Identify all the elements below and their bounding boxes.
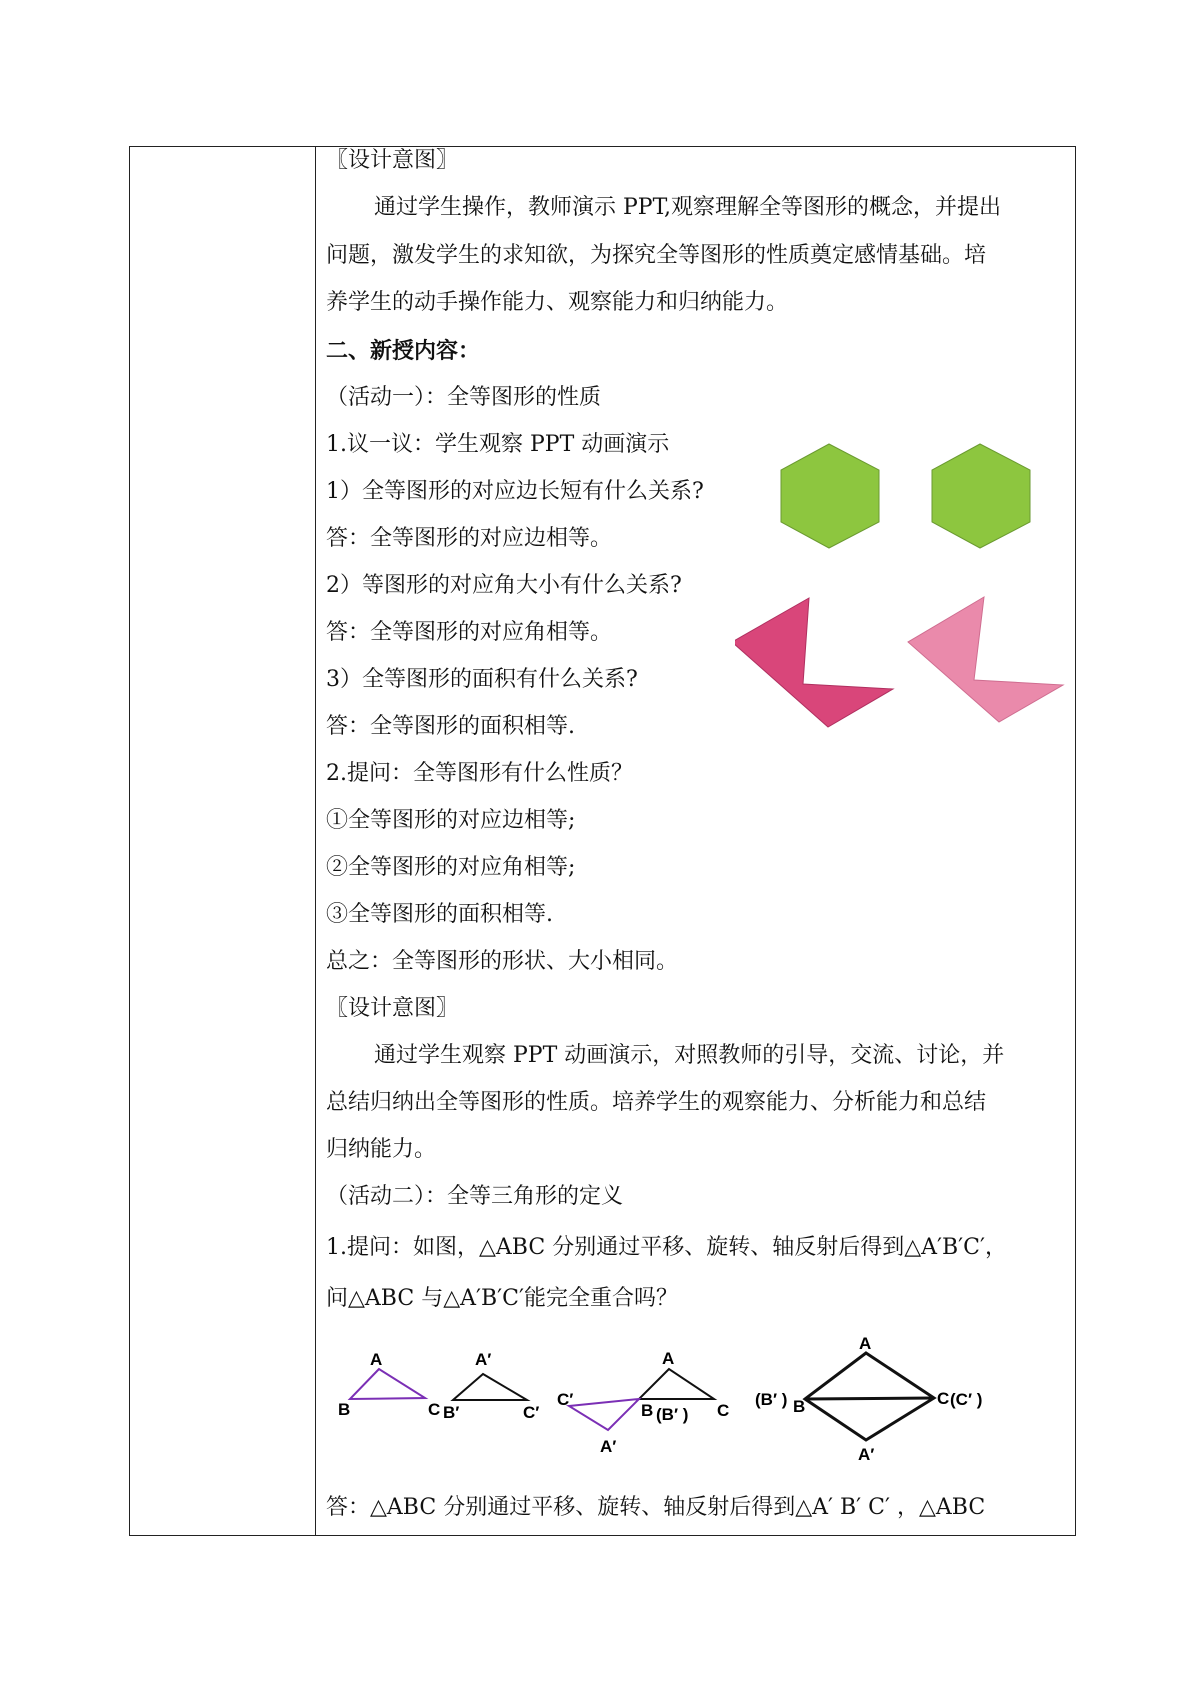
tri1-label-a: A [370,1350,383,1369]
triangle-transformations-figure [330,1335,1010,1465]
dart-dark [735,598,893,727]
congruent-shapes-figure [735,440,1075,730]
activity2-question-line: 问△ABC 与△A′B′C′能完全重合吗？ [326,1286,679,1311]
section-title: 二、新授内容： [326,338,481,364]
design-intent-text-line: 通过学生观察 PPT 动画演示，对照教师的引导，交流、讨论，并 [374,1043,1005,1068]
tri3-label-b1: (B′ ) [656,1405,689,1424]
tri4-label-c1: (C′ ) [950,1390,983,1409]
tri4-label-b1: (B′ ) [755,1390,788,1409]
tri4-label-a: A [859,1335,872,1353]
triangle-a1b1c1 [453,1374,527,1400]
tri1-label-b: B [338,1400,351,1419]
column-divider [315,147,316,1535]
tri1-label-c: C [428,1400,441,1419]
design-intent-text-line: 总结归纳出全等图形的性质。培养学生的观察能力、分析能力和总结 [326,1090,987,1115]
hexagon-right [932,444,1030,548]
question-properties: 2.提问：全等图形有什么性质？ [326,761,633,786]
answer-1: 答：全等图形的对应边相等。 [326,526,613,551]
triangle-abc [350,1369,425,1399]
property-1: ①全等图形的对应边相等; [326,808,576,833]
property-3: ③全等图形的面积相等. [326,902,553,927]
tri3-label-a: A [662,1349,675,1368]
triangle-reflected [569,1399,639,1430]
summary: 总之：全等图形的形状、大小相同。 [326,949,679,974]
design-intent-heading: 〖设计意图〗 [326,148,459,173]
activity2-answer-line: 答：△ABC 分别通过平移、旋转、轴反射后得到△A′ B′ C′ ，△ABC [326,1495,986,1520]
property-2: ②全等图形的对应角相等; [326,855,576,880]
activity1-title: （活动一）：全等图形的性质 [326,385,602,410]
answer-2: 答：全等图形的对应角相等。 [326,620,613,645]
kite-shape [805,1353,934,1440]
design-intent-heading: 〖设计意图〗 [326,996,459,1021]
question-2: 2）等图形的对应角大小有什么关系? [326,573,682,598]
tri2-label-a: A′ [475,1350,492,1369]
activity2-question-line: 1.提问：如图，△ABC 分别通过平移、旋转、轴反射后得到△A′B′C′， [326,1235,1007,1260]
question-3: 3）全等图形的面积有什么关系? [326,667,638,692]
design-intent-text-line: 问题，激发学生的求知欲，为探究全等图形的性质奠定感情基础。培 [326,243,987,268]
kite-diagonal [805,1398,934,1399]
activity2-title: （活动二）：全等三角形的定义 [326,1184,624,1209]
design-intent-text-line: 养学生的动手操作能力、观察能力和归纳能力。 [326,290,789,315]
tri4-label-c: C [937,1389,950,1408]
lesson-table [129,146,1076,1536]
tri2-label-c: C′ [523,1403,540,1422]
triangle-abc-3 [639,1369,714,1399]
design-intent-text-line: 归纳能力。 [326,1137,437,1162]
design-intent-text-line: 通过学生操作，教师演示 PPT,观察理解全等图形的概念，并提出 [374,195,1002,220]
dart-light [908,597,1063,722]
tri2-label-b: B′ [443,1403,460,1422]
activity1-intro: 1.议一议：学生观察 PPT 动画演示 [326,432,670,457]
tri3-label-b: B [641,1401,654,1420]
answer-3: 答：全等图形的面积相等. [326,714,575,739]
hexagon-left [781,444,879,548]
tri4-label-b: B [793,1397,806,1416]
question-1: 1）全等图形的对应边长短有什么关系? [326,479,704,504]
tri3-label-a1: A′ [600,1437,617,1456]
tri3-label-c: C [717,1401,730,1420]
tri3-label-c1: C′ [557,1390,574,1409]
tri4-label-a1: A′ [858,1445,875,1464]
